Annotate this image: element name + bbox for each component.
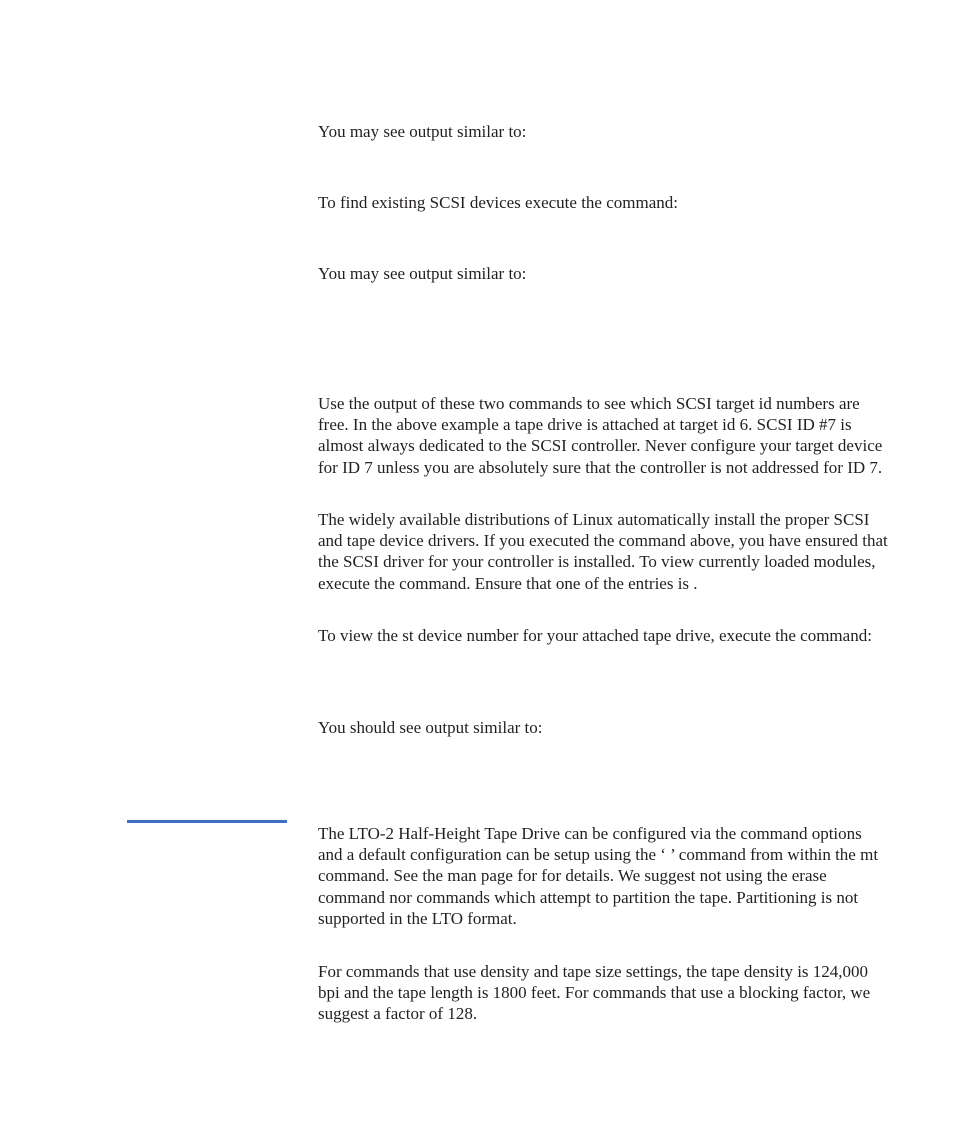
find-scsi-devices-paragraph: To find existing SCSI devices execute the command:: [318, 193, 678, 212]
output-intro-paragraph-1: You may see output similar to:: [318, 122, 527, 141]
density-settings-paragraph: For commands that use density and tape size settings, the tape density is 124,000 bpi and the tape length is 1800 feet. For commands that use a blocking factor, we suggest a factor of 128.: [318, 962, 871, 1024]
output-intro-paragraph-3: You should see output similar to:: [318, 718, 543, 737]
target-ids-paragraph: Use the output of these two commands to see which SCSI target id numbers are free. In the above example a tape drive is attached at target id 6. SCSI ID #7 is almost always dedicated to the SCSI controller. Never configure your target device for ID 7 unless you are absolutely sure that the controller is not addressed for ID 7.: [318, 394, 883, 477]
section-divider-rule: [127, 820, 287, 823]
configuration-paragraph: The LTO-2 Half-Height Tape Drive can be configured via the command options and a default configuration can be setup using the ‘ ’ command from within the mt command. See the man page for for details. We suggest not using the erase command nor commands which attempt to partition the tape. Partitioning is not supported in the LTO format.: [318, 824, 879, 928]
st-device-number-paragraph: To view the st device number for your attached tape drive, execute the command:: [318, 626, 872, 645]
drivers-paragraph: The widely available distributions of Linux automatically install the proper SCSI and tape device drivers. If you executed the command above, you have ensured that the SCSI driver for your controller is installed. To view currently loaded modules, execute the command. Ensure that one of the entries is .: [318, 510, 888, 593]
output-intro-paragraph-2: You may see output similar to:: [318, 264, 527, 283]
